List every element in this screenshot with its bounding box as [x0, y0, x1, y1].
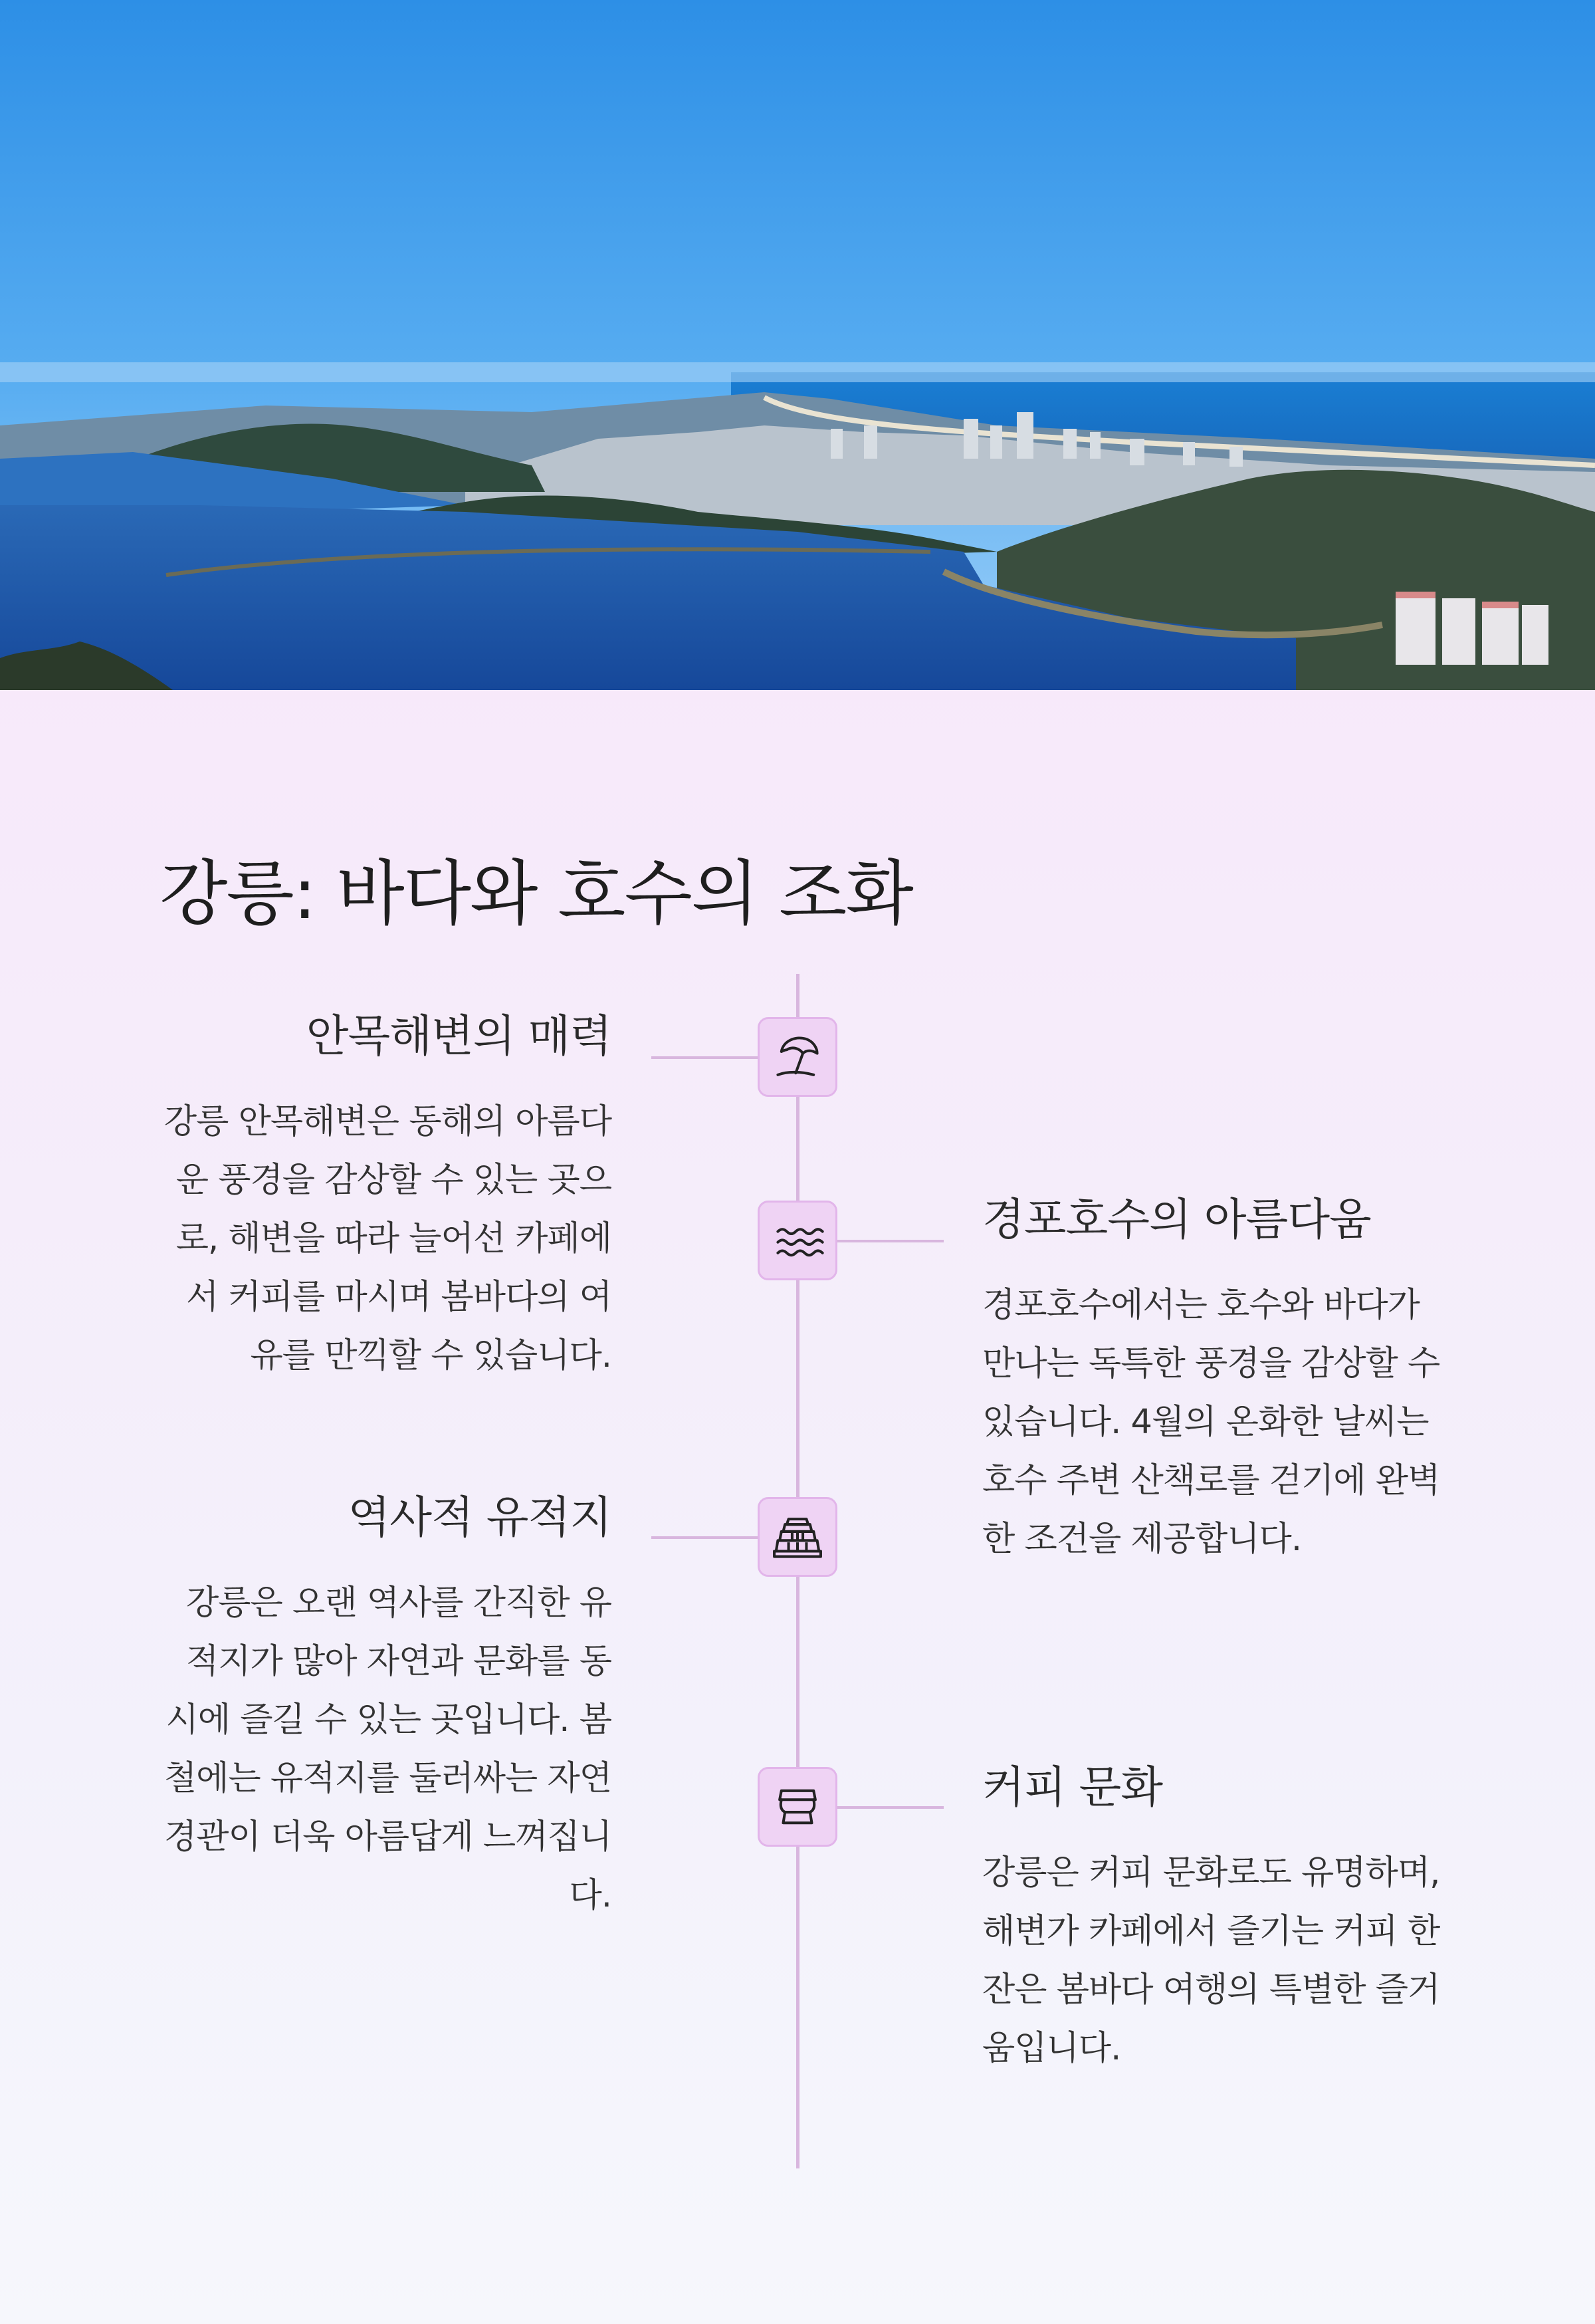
- page-title: 강릉: 바다와 호수의 조화: [160, 853, 912, 935]
- timeline-node-coffee: [758, 1767, 837, 1847]
- item-description: 강릉은 커피 문화로도 유명하며, 해변가 카페에서 즐기는 커피 한 잔은 봄바다 여행의 특별한 즐거움입니다.: [982, 1853, 1440, 2068]
- timeline-item-historic-sites: [160, 1482, 611, 1925]
- timeline-connector: [837, 1806, 944, 1809]
- item-heading: 안목해변의 매력: [306, 1010, 611, 1062]
- waves-icon: [769, 1212, 826, 1269]
- coastal-landscape-illustration: [0, 0, 1595, 690]
- timeline-item-coffee-culture: [982, 1752, 1441, 2078]
- pagoda-icon: [769, 1508, 826, 1566]
- timeline-item-gyeongpo-lake: [982, 1184, 1441, 1569]
- item-description: 강릉 안목해변은 동해의 아름다운 풍경을 감상할 수 있는 곳으로, 해변을 따라 늘어선 카페에서 커피를 마시며 봄바다의 여유를 만끽할 수 있습니다.: [163, 1102, 611, 1375]
- item-heading: 역사적 유적지: [348, 1492, 611, 1543]
- hero-photo: [0, 0, 1595, 690]
- timeline-connector: [651, 1536, 758, 1539]
- item-heading: 경포호수의 아름다움: [982, 1194, 1371, 1245]
- beach-umbrella-icon: [769, 1028, 826, 1086]
- timeline-node-heritage: [758, 1497, 837, 1577]
- timeline-item-anmok-beach: [160, 1000, 611, 1385]
- timeline-node-beach: [758, 1017, 837, 1097]
- item-heading: 커피 문화: [982, 1762, 1163, 1813]
- timeline-node-lake: [758, 1201, 837, 1280]
- item-description: 강릉은 오랜 역사를 간직한 유적지가 많아 자연과 문화를 동시에 즐길 수 있는 곳입니다. 봄철에는 유적지를 둘러싸는 자연 경관이 더욱 아름답게 느껴집니다.: [163, 1583, 611, 1915]
- item-description: 경포호수에서는 호수와 바다가 만나는 독특한 풍경을 감상할 수 있습니다. 4월의 온화한 날씨는 호수 주변 산책로를 걷기에 완벽한 조건을 제공합니다.: [982, 1286, 1440, 1559]
- timeline-connector: [837, 1240, 944, 1242]
- timeline-connector: [651, 1056, 758, 1059]
- coffee-cup-icon: [769, 1778, 826, 1835]
